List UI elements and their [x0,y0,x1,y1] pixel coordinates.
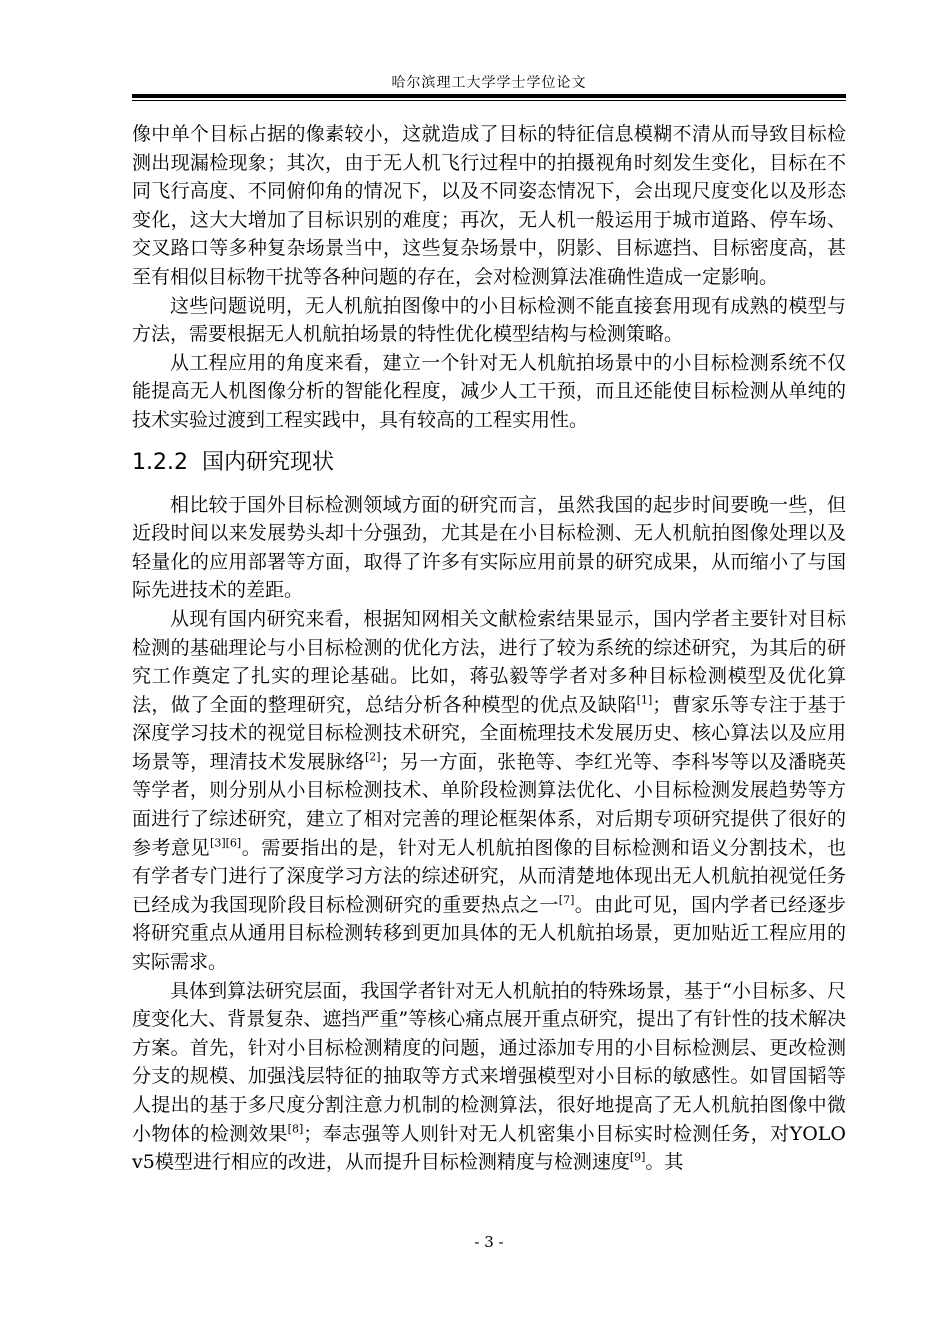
text-run: 。其 [645,1151,684,1174]
paragraph: 从工程应用的角度来看，建立一个针对无人机航拍场景中的小目标检测系统不仅能提高无人机图像分析的智能化程度，减少人工干预，而且还能使目标检测从单纯的技术实验过渡到工程实践中，具有较高的工程实用性。 [132,351,846,431]
text-run: ；曹家乐等专注于基于深度学习技术的视觉目标检测技术研究，全面梳理技术发展历史、核心算法以及应用场景等，理清技术发展脉络 [132,693,846,773]
header-rule-thick [132,94,846,98]
paragraph [132,977,846,1177]
citation: [1] [636,693,653,707]
paragraph: 相比较于国外目标检测领域方面的研究而言，虽然我国的起步时间要晚一些，但近段时间以来发展势头却十分强劲，尤其是在小目标检测、无人机航拍图像处理以及轻量化的应用部署等方面，取得了许多有实际应用前景的研究成果，从而缩小了与国际先进技术的差距。 [132,493,846,602]
page-number: - 3 - [474,1233,504,1251]
citation: [2] [364,750,381,764]
section-heading [132,447,846,479]
citation: [3][6] [210,836,242,850]
section-number: 1.2.2 [132,449,188,475]
paragraph-continued: 像中单个目标占据的像素较小，这就造成了目标的特征信息模糊不清从而导致目标检测出现漏检现象；其次，由于无人机飞行过程中的拍摄视角时刻发生变化，目标在不同飞行高度、不同俯仰角的情况下，以及不同姿态情况下，会出现尺度变化以及形态变化，这大大增加了目标识别的难度；再次，无人机一般运用于城市道路、停车场、交叉路口等多种复杂场景当中，这些复杂场景中，阴影、目标遮挡、目标密度高，甚至有相似目标物干扰等各种问题的存在，会对检测算法准确性造成一定影响。 [132,123,846,288]
section-title: 国内研究现状 [201,449,334,475]
text-run: 。由此可见，国内学者已经逐步将研究重点从通用目标检测转移到更加具体的无人机航拍场景，更加贴近工程应用的实际需求。 [132,893,846,974]
paragraph [132,605,846,977]
text-run: 具体到算法研究层面，我国学者针对无人机航拍的特殊场景，基于“小目标多、尺度变化大、背景复杂、遮挡严重”等核心痛点展开重点研究，提出了有针性的技术解决方案。首先，针对小目标检测精度的问题，通过添加专用的小目标检测层、更改检测分支的规模、加强浅层特征的抽取等方式来增强模型对小目标的敏感性。如冒国韬等人提出的基于多尺度分割注意力机制的检测算法，很好地提高了无人机航拍图像中微小物体的检测效果 [132,979,846,1145]
text-run: 从现有国内研究来看，根据知网相关文献检索结果显示，国内学者主要针对目标检测的基础理论与小目标检测的优化方法，进行了较为系统的综述研究，为其后的研究工作奠定了扎实的理论基础。比如，蒋弘毅等学者对多种目标检测模型及优化算法，做了全面的整理研究，总结分析各种模型的优点及缺陷 [132,607,846,716]
citation: [7] [558,893,575,907]
header-rule-thin [132,100,846,101]
body-text [132,120,846,1177]
text-run: ；另一方面，张艳等、李红光等、李科岑等以及潘晓英等学者，则分别从小目标检测技术、单阶段检测算法优化、小目标检测发展趋势等方面进行了综述研究，建立了相对完善的理论框架体系，对后期专项研究提供了很好的参考意见 [132,750,846,859]
text-run: 。需要指出的是，针对无人机航拍图像的目标检测和语义分割技术，也有学者专门进行了深度学习方法的综述研究，从而清楚地体现出无人机航拍视觉任务已经成为我国现阶段目标检测研究的重要热点之一 [132,836,846,916]
running-header: 哈尔滨理工大学学士学位论文 [391,75,587,91]
text-run: ；奉志强等人则针对无人机密集小目标实时检测任务，对YOLO v5模型进行相应的改进，从而提升目标检测精度与检测速度 [132,1122,846,1174]
citation: [8] [287,1122,304,1136]
paragraph: 这些问题说明，无人机航拍图像中的小目标检测不能直接套用现有成熟的模型与方法，需要根据无人机航拍场景的特性优化模型结构与检测策略。 [132,294,846,346]
citation: [9] [629,1150,646,1164]
